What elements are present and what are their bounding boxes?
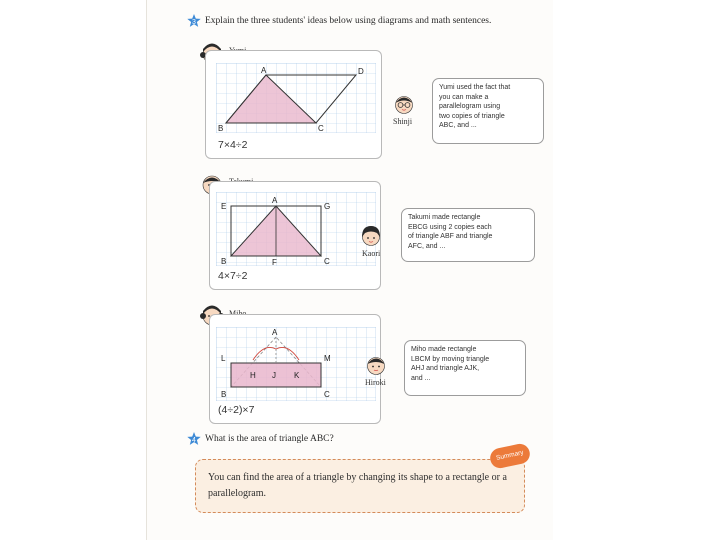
star-bullet-icon (187, 14, 201, 28)
svg-text:3: 3 (192, 19, 196, 26)
takumi-point-b: B (221, 257, 227, 266)
hiroki-avatar (365, 354, 387, 376)
miho-panel (209, 314, 381, 424)
yumi-point-b: B (218, 124, 224, 133)
kaori-speech-bubble: Takumi made rectangle EBCG using 2 copies each of triangle ABF and triangle AFC, and ... (401, 208, 535, 262)
yumi-point-a: A (261, 66, 267, 75)
summary-box: You can find the area of a triangle by changing its shape to a rectangle or a parallelogram. (195, 459, 525, 513)
star-bullet-icon (187, 432, 201, 446)
miho-point-l: L (221, 354, 226, 363)
takumi-expression: 4×7÷2 (218, 270, 248, 282)
miho-point-k: K (294, 371, 300, 380)
takumi-point-e: E (221, 202, 227, 211)
shinji-speech-bubble: Yumi used the fact that you can make a parallelogram using two copies of triangle ABC, and ... (432, 78, 544, 144)
miho-rectangle-lbcm (231, 363, 321, 387)
takumi-diagram (216, 192, 376, 266)
miho-diagram (216, 327, 376, 401)
takumi-point-c: C (324, 257, 330, 266)
miho-point-b: B (221, 390, 227, 399)
takumi-point-f: F (272, 258, 277, 266)
yumi-panel (205, 50, 382, 159)
textbook-page (146, 0, 553, 540)
kaori-avatar (359, 224, 383, 248)
commenter-name-kaori: Kaori (362, 249, 381, 258)
takumi-point-a: A (272, 196, 278, 205)
question-text: What is the area of triangle ABC? (205, 434, 334, 444)
commenter-name-hiroki: Hiroki (365, 378, 386, 387)
summary-tag: Summary (488, 442, 531, 470)
miho-point-c: C (324, 390, 330, 399)
yumi-diagram (216, 63, 376, 133)
svg-text:4: 4 (192, 437, 196, 444)
hiroki-speech-bubble: Miho made rectangle LBCM by moving triangle AHJ and triangle AJK, and ... (404, 340, 526, 396)
yumi-expression: 7×4÷2 (218, 139, 248, 151)
takumi-panel (209, 181, 381, 290)
instruction-text: Explain the three students' ideas below using diagrams and math sentences. (205, 16, 492, 26)
miho-point-m: M (324, 354, 331, 363)
shinji-avatar (393, 93, 415, 115)
miho-point-j: J (272, 371, 276, 380)
commenter-name-shinji: Shinji (393, 117, 413, 126)
takumi-point-g: G (324, 202, 331, 211)
miho-point-h: H (250, 371, 256, 380)
miho-point-a: A (272, 328, 278, 337)
miho-expression: (4÷2)×7 (218, 404, 255, 416)
yumi-point-d: D (358, 67, 364, 76)
yumi-point-c: C (318, 124, 324, 133)
